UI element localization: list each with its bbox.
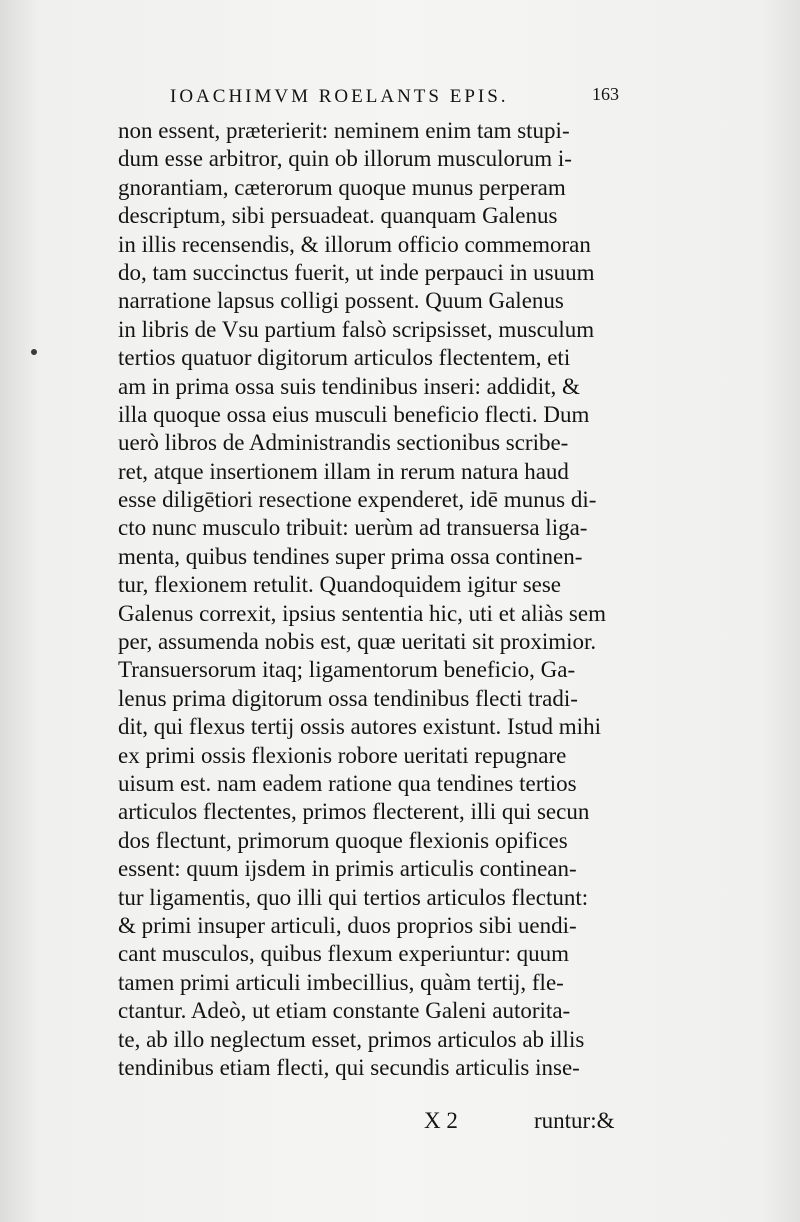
signature-mark: X 2: [424, 1108, 458, 1133]
running-head: IOACHIMVM ROELANTS EPIS.: [170, 86, 509, 107]
text-line: ctantur. Adeò, ut etiam constante Galeni autorita-: [118, 998, 571, 1024]
text-line: esse diligētiori resectione expenderet, idē munus di-: [118, 487, 597, 513]
text-line: & primi insuper articuli, duos proprios sibi uendi-: [118, 912, 577, 938]
text-line: Transuersorum itaq; ligamentorum beneficio, Ga-: [118, 657, 576, 683]
margin-ink-spot: [31, 349, 37, 355]
catchword: runtur:&: [534, 1108, 615, 1133]
text-line: Galenus correxit, ipsius sententia hic, uti et aliàs sem: [118, 600, 606, 626]
text-line: in libris de Vsu partium falsò scripsisset, musculum: [118, 316, 595, 342]
text-line: lenus prima digitorum ossa tendinibus flecti tradi-: [118, 685, 578, 711]
text-line: uisum est. nam eadem ratione qua tendines tertios: [118, 770, 577, 796]
text-line: menta, quibus tendines super prima ossa continen-: [118, 543, 583, 569]
text-line: cant musculos, quibus flexum experiuntur: quum: [118, 941, 569, 967]
text-line: uerò libros de Administrandis sectionibus scribe-: [118, 430, 569, 456]
text-line: descriptum, sibi persuadeat. quanquam Galenus: [118, 203, 558, 229]
body-text: [118, 117, 638, 1082]
text-line: dos flectunt, primorum quoque flexionis opifices: [118, 827, 568, 853]
text-line: illa quoque ossa eius musculi beneficio flecti. Dum: [118, 401, 590, 427]
text-line: do, tam succinctus fuerit, ut inde perpauci in usuum: [118, 259, 595, 285]
text-line: tur ligamentis, quo illi qui tertios articulos flectunt:: [118, 884, 589, 910]
page-number: 163: [592, 84, 619, 104]
text-line: tendinibus etiam flecti, qui secundis articulis inse-: [118, 1054, 580, 1080]
text-line: te, ab illo neglectum esset, primos articulos ab illis: [118, 1026, 585, 1052]
text-line: tertios quatuor digitorum articulos flectentem, eti: [118, 345, 571, 371]
text-line: ret, atque insertionem illam in rerum natura haud: [118, 458, 569, 484]
text-line: ex primi ossis flexionis robore ueritati repugnare: [118, 742, 567, 768]
text-line: am in prima ossa suis tendinibus inseri: addidit, &: [118, 373, 580, 399]
text-line: gnorantiam, cæterorum quoque munus perperam: [118, 174, 566, 200]
text-line: essent: quum ijsdem in primis articulis continean-: [118, 856, 577, 882]
text-line: non essent, præterierit: neminem enim tam stupi-: [118, 118, 570, 143]
text-line: tamen primi articuli imbecillius, quàm tertij, fle-: [118, 969, 564, 995]
text-line: in illis recensendis, & illorum officio commemoran: [118, 231, 591, 257]
text-line: articulos flectentes, primos flecterent, illi qui secun: [118, 799, 590, 825]
text-line: dum esse arbitror, quin ob illorum musculorum i-: [118, 146, 572, 172]
text-line: per, assumenda nobis est, quæ ueritati sit proximior.: [118, 629, 597, 655]
text-line: cto nunc musculo tribuit: uerùm ad transuersa liga-: [118, 515, 588, 541]
text-line: dit, qui flexus tertij ossis autores existunt. Istud mihi: [118, 714, 601, 740]
text-line: narratione lapsus colligi possent. Quum Galenus: [118, 288, 564, 314]
text-line: tur, flexionem retulit. Quandoquidem igitur sese: [118, 572, 562, 598]
